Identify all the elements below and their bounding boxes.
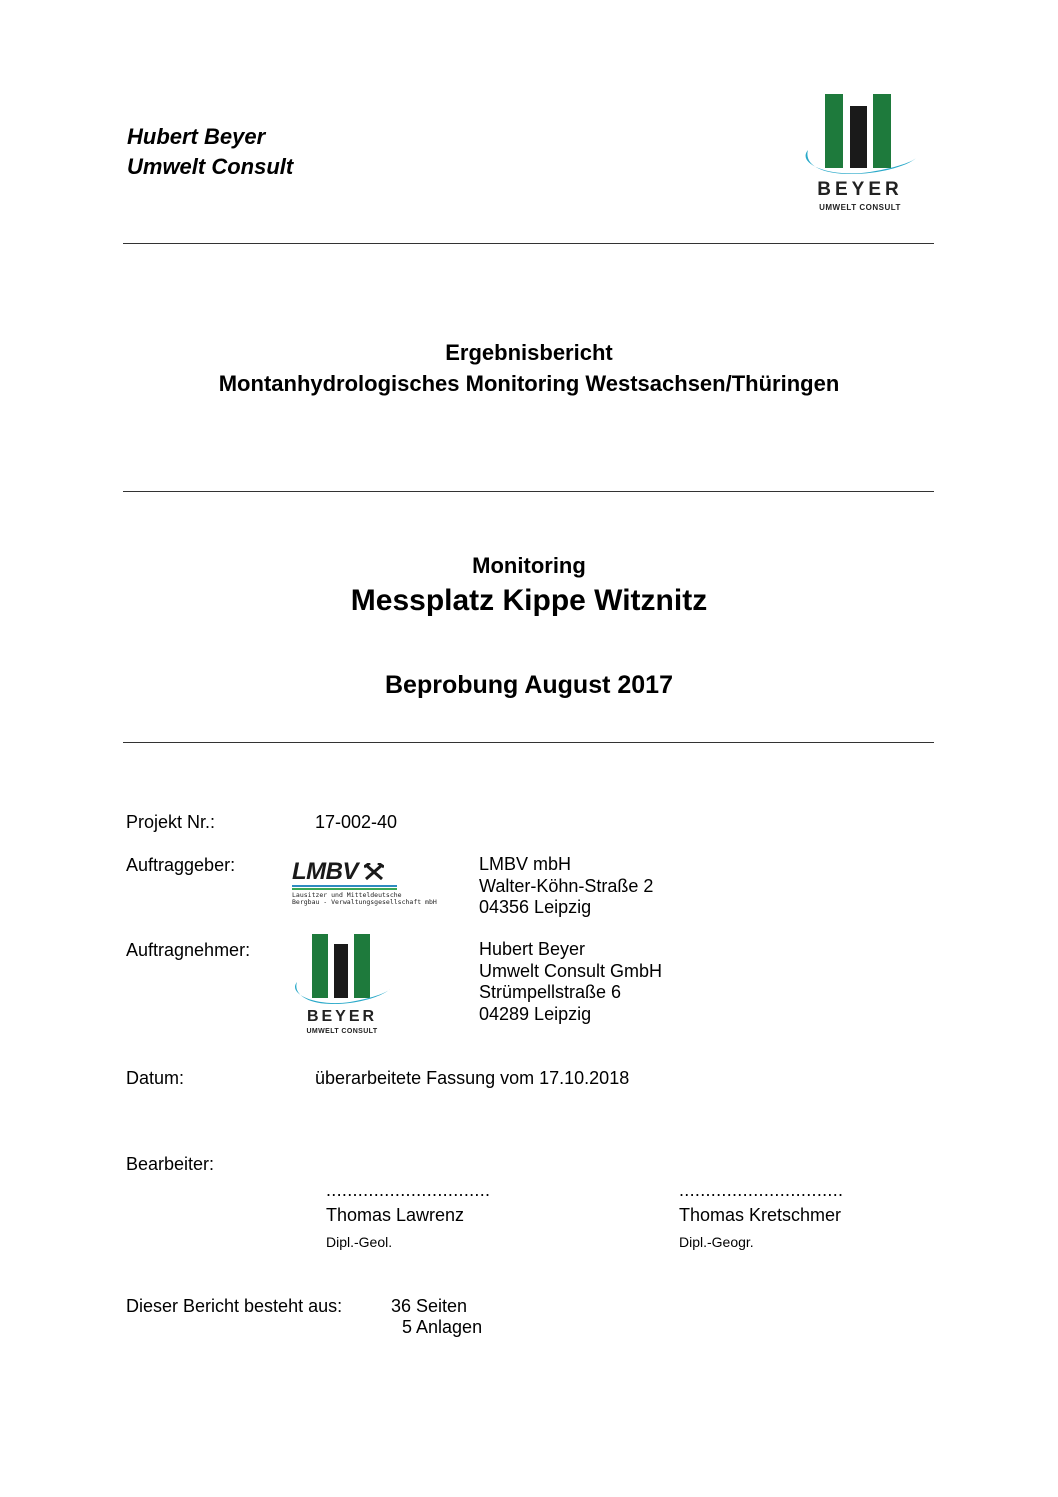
signature-line: ............................... (679, 1180, 844, 1200)
client-line: Walter-Köhn-Straße 2 (479, 875, 654, 896)
report-composition-label: Dieser Bericht besteht aus: (126, 1296, 343, 1316)
editor-1 (326, 1180, 490, 1250)
sampling-period: Beprobung August 2017 (385, 671, 673, 699)
contractor-address (479, 939, 662, 1025)
lmbv-logo (292, 858, 457, 910)
contractor-label: Auftragnehmer: (126, 940, 251, 960)
contractor-logo (290, 932, 394, 1038)
lmbv-logo-text: LMBV (292, 858, 358, 885)
beyer-logo-tagline: UMWELT CONSULT (819, 203, 901, 212)
project-nr-label: Projekt Nr.: (126, 812, 216, 832)
client-label: Auftraggeber: (126, 855, 236, 875)
editor-2 (679, 1180, 843, 1250)
divider-3 (123, 742, 934, 743)
client-line: 04356 Leipzig (479, 897, 592, 917)
lmbv-stripe-blue (292, 885, 397, 887)
contractor-line: Umwelt Consult GmbH (479, 960, 663, 981)
date-label: Datum: (126, 1068, 185, 1088)
contractor-line: Hubert Beyer (479, 939, 586, 959)
editor-name: Thomas Kretschmer (679, 1205, 842, 1225)
editor-title: Dipl.-Geogr. (679, 1234, 754, 1250)
company-name (127, 122, 293, 182)
editors-label: Bearbeiter: (126, 1154, 215, 1174)
editor-name: Thomas Lawrenz (326, 1205, 465, 1225)
beyer-logo-small-icon (290, 932, 394, 1012)
report-annexes: 5 Anlagen (402, 1317, 483, 1337)
editor-title: Dipl.-Geol. (326, 1234, 393, 1250)
signature-line: ............................... (326, 1180, 491, 1200)
hammer-pick-icon (364, 863, 384, 881)
report-type: Ergebnisbericht (445, 340, 613, 365)
project-nr-value: 17-002-40 (315, 812, 398, 832)
divider-1 (123, 243, 934, 244)
contractor-line: 04289 Leipzig (479, 1003, 592, 1024)
divider-2 (123, 491, 934, 492)
contractor-line: Strümpellstraße 6 (479, 982, 622, 1002)
client-line: LMBV mbH (479, 854, 572, 874)
report-pages: 36 Seiten (391, 1296, 468, 1316)
beyer-logo (800, 92, 920, 216)
lmbv-logo-sub-2: Bergbau - Verwaltungsgesellschaft mbH (292, 898, 437, 906)
subject-kicker: Monitoring (472, 553, 586, 578)
subject-name: Messplatz Kippe Witznitz (350, 584, 708, 617)
contractor-logo-name: BEYER (306, 1008, 378, 1025)
company-line-2: Umwelt Consult (127, 154, 294, 179)
company-line-1: Hubert Beyer (127, 124, 266, 149)
report-title: Montanhydrologisches Monitoring Westsachsen/Thüringen (218, 371, 840, 396)
beyer-logo-name: BEYER (817, 179, 903, 200)
client-address (479, 854, 653, 919)
contractor-logo-tagline: UMWELT CONSULT (306, 1028, 378, 1035)
lmbv-stripe-green (292, 888, 397, 890)
date-value: überarbeitete Fassung vom 17.10.2018 (315, 1068, 630, 1088)
lmbv-logo-sub-1: Lausitzer und Mitteldeutsche (292, 891, 402, 899)
